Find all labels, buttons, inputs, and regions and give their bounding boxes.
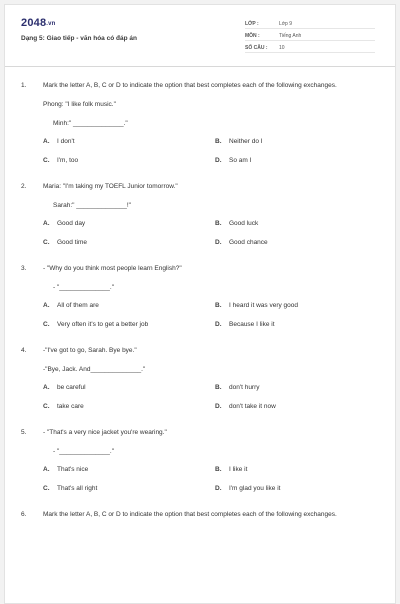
question-number: 2. (21, 182, 27, 190)
option-a[interactable] (43, 219, 215, 229)
option-text: I don't (57, 138, 75, 146)
option-d[interactable] (215, 238, 381, 248)
options (43, 465, 381, 494)
option-c[interactable] (43, 484, 215, 494)
option-c[interactable] (43, 402, 215, 412)
option-text: All of them are (57, 302, 99, 310)
option-a[interactable] (43, 301, 215, 311)
question-3 (21, 264, 381, 330)
logo-tld: .vn (46, 21, 56, 27)
option-letter: D. (215, 321, 222, 328)
option-letter: B. (215, 302, 222, 310)
option-text: don't hurry (229, 384, 260, 392)
question-prompt: Maria: "I'm taking my TOEFL Junior tomorrow." (43, 182, 178, 190)
option-text: Good day (57, 220, 86, 228)
option-text: That's all right (57, 485, 98, 492)
option-text: be careful (57, 384, 86, 392)
question-number: 5. (21, 428, 27, 436)
question-number: 6. (21, 510, 27, 518)
option-letter: C. (43, 239, 50, 246)
meta-key: SỐ CÂU : (245, 45, 268, 51)
question-1 (21, 81, 381, 166)
options (43, 383, 381, 412)
option-a[interactable] (43, 383, 215, 393)
option-letter: B. (215, 138, 222, 146)
meta-row-class (245, 17, 375, 29)
option-text: Because I like it (229, 321, 275, 328)
option-letter: A. (43, 220, 50, 228)
option-text: I like it (229, 466, 248, 474)
options (43, 137, 381, 166)
option-letter: D. (215, 239, 222, 246)
question-2 (21, 182, 381, 248)
option-c[interactable] (43, 238, 215, 248)
meta-value: Tiếng Anh (279, 33, 302, 39)
option-letter: A. (43, 466, 50, 474)
question-prompt: -"I've got to go, Sarah. Bye bye." (43, 346, 137, 354)
option-d[interactable] (215, 402, 381, 412)
question-4 (21, 346, 381, 412)
option-letter: C. (43, 157, 50, 164)
option-b[interactable] (215, 137, 381, 147)
meta-row-count (245, 41, 375, 53)
question-prompt: - "That's a very nice jacket you're wearing." (43, 428, 167, 436)
question-6 (21, 510, 381, 520)
option-text: Good chance (229, 239, 268, 246)
options (43, 219, 381, 248)
question-list (5, 67, 395, 520)
option-text: Neither do I (229, 138, 263, 146)
option-text: I heard it was very good (229, 302, 299, 310)
question-blank: -"Bye, Jack. And______________." (43, 365, 146, 373)
question-blank: - "______________." (53, 283, 115, 291)
option-a[interactable] (43, 465, 215, 475)
option-letter: D. (215, 485, 222, 492)
option-a[interactable] (43, 137, 215, 147)
option-letter: A. (43, 384, 50, 392)
option-text: So am I (229, 157, 252, 164)
document-header (5, 5, 395, 67)
question-5 (21, 428, 381, 494)
option-b[interactable] (215, 219, 381, 229)
option-text: Very often it's to get a better job (57, 321, 149, 328)
question-number: 4. (21, 346, 27, 354)
option-text: That's nice (57, 466, 89, 474)
option-c[interactable] (43, 320, 215, 330)
option-text: Good time (57, 239, 87, 246)
question-number: 3. (21, 264, 27, 272)
meta-table (245, 17, 375, 53)
option-letter: B. (215, 220, 222, 228)
question-instruction: Mark the letter A, B, C or D to indicate the option that best completes each of the following exchanges. (43, 82, 337, 89)
option-letter: B. (215, 466, 222, 474)
option-text: I'm, too (57, 157, 79, 164)
option-d[interactable] (215, 320, 381, 330)
meta-value: Lớp 9 (279, 21, 293, 27)
option-letter: B. (215, 384, 222, 392)
meta-row-subject (245, 29, 375, 41)
meta-value: 10 (279, 45, 285, 51)
logo-text: 2048 (21, 17, 47, 29)
document-page (4, 4, 396, 604)
option-text: don't take it now (229, 403, 276, 410)
lesson-title: Dạng 5: Giao tiếp - văn hóa có đáp án (21, 35, 137, 42)
question-prompt: Phong: "I like folk music." (43, 100, 116, 108)
question-instruction: Mark the letter A, B, C or D to indicate the option that best completes each of the following exchanges. (43, 510, 337, 518)
question-blank: Minh:" ______________." (53, 119, 128, 127)
options (43, 301, 381, 330)
question-blank: Sarah:" ______________!" (53, 201, 131, 209)
option-letter: D. (215, 157, 222, 164)
option-letter: C. (43, 321, 50, 328)
option-letter: D. (215, 403, 222, 410)
option-d[interactable] (215, 484, 381, 494)
option-letter: C. (43, 485, 50, 492)
option-text: take care (57, 403, 84, 410)
question-prompt: - "Why do you think most people learn English?" (43, 264, 182, 272)
option-d[interactable] (215, 156, 381, 166)
question-blank: - "______________." (53, 447, 115, 455)
option-text: I'm glad you like it (229, 485, 281, 492)
option-c[interactable] (43, 156, 215, 166)
option-text: Good luck (229, 220, 259, 228)
option-b[interactable] (215, 383, 381, 393)
option-letter: A. (43, 302, 50, 310)
question-number: 1. (21, 82, 27, 89)
option-b[interactable] (215, 465, 381, 475)
option-letter: C. (43, 403, 50, 410)
meta-key: MÔN : (245, 33, 260, 39)
option-letter: A. (43, 138, 50, 146)
option-b[interactable] (215, 301, 381, 311)
meta-key: LỚP : (245, 21, 259, 27)
